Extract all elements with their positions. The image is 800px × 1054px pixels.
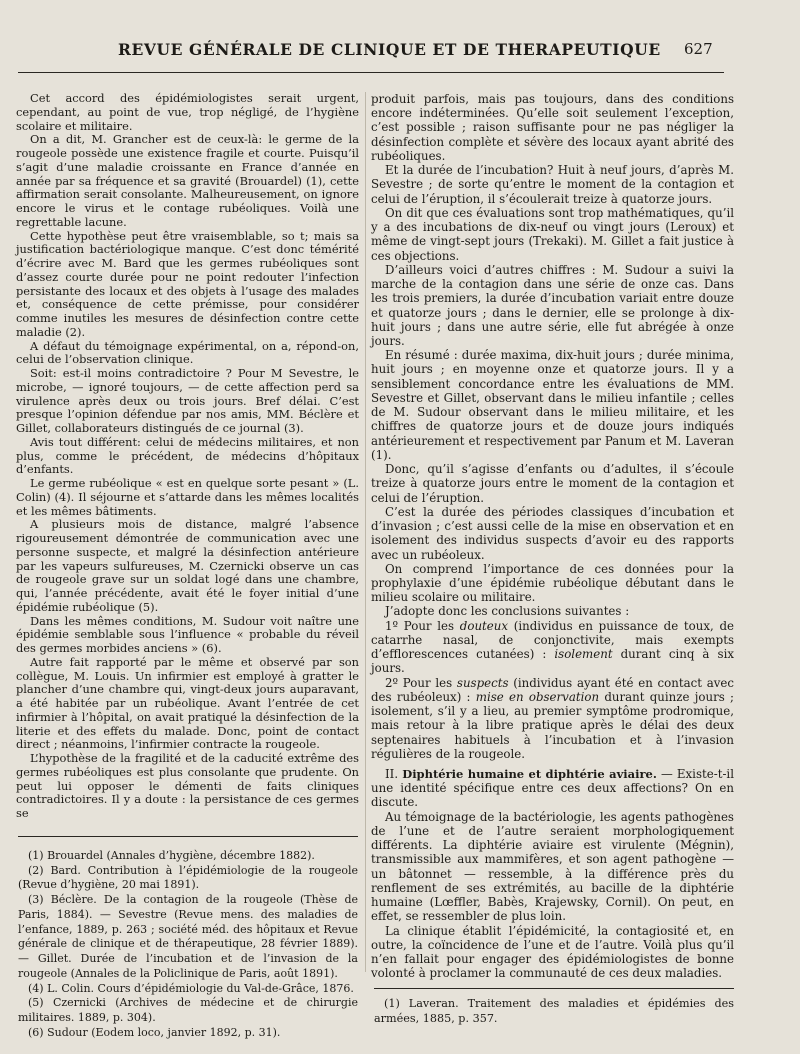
- text-run: (individus en puissance de toux, de catarrhe nasal, de conjonctivite, mais exempts d’efflorescences cutanées) :: [371, 618, 734, 662]
- text-run: durant quinze jours ; isolement, s’il y a lieu, au premier symptôme prodromique, mais retour à la libre pratique après le délai des deux septenaires habituels à l’incubation et à l’invasion régulières de la rougeole.: [371, 689, 734, 761]
- footnote-rule-right: [374, 988, 734, 989]
- paragraph: Au témoignage de la bactériologie, les agents pathogènes de l’une et de l’autre seraient morphologiquement différents. La diphtérie aviaire est virulente (Mégnin), transmissible aux mammifères, et son agent pathogène — un bâtonnet — ressemble, à la différence près du renflement de ses extrémités, au bacille de la diphtérie humaine (Lœffler, Babès, Krajewsky, Cornil). On peut, en effet, se ressembler de plus loin.: [371, 809, 734, 924]
- header-rule: [18, 72, 724, 73]
- footnote: (6) Sudour (Eodem loco, janvier 1892, p. 31).: [28, 1025, 281, 1039]
- text-run: durant cinq à six jours.: [371, 647, 734, 676]
- page-number: 627: [684, 40, 713, 58]
- emphasis: suspects: [456, 675, 509, 690]
- paragraph: Et la durée de l’incubation? Huit à neuf jours, d’après M. Sevestre ; de sorte qu’entre le moment de la contagion et celui de l’éruption, il s’écoulerait treize à quatorze jours.: [371, 163, 734, 206]
- paragraph: En résumé : durée maxima, dix-huit jours ; durée minima, huit jours ; en moyenne onze et quatorze jours. Il y a sensiblement concordance entre les évaluations de MM. Sevestre et Gillet, observant dans le milieu infantile ; celles de M. Sudour observant dans le milieu militaire, et les chiffres de quatorze jours et de douze jours indiqués antérieurement et respectivement par Panum et M. Laveran (1).: [371, 348, 734, 462]
- text-run: — Existe-t-il une identité spécifique entre ces deux affections? On en discute.: [371, 767, 734, 810]
- section-number: II.: [385, 767, 403, 782]
- footnote: (1) Laveran. Traitement des maladies et épidémies des armées, 1885, p. 357.: [374, 997, 734, 1025]
- paragraph: Le germe rubéolique « est en quelque sorte pesant » (L. Colin) (4). Il séjourne et s’attarde dans les mêmes localités et les mêmes bâtiments.: [16, 476, 359, 518]
- paragraph: L’hypothèse de la fragilité et de la caducité extrême des germes rubéoliques est plus consolante que prudente. On peut lui opposer le démenti de faits cliniques contradictoires. Il y a doute : la persistance de ces germes se: [16, 751, 359, 820]
- emphasis: mise en observation: [475, 689, 600, 704]
- paragraph: Soit: est-il moins contradictoire ? Pour M Sevestre, le microbe, — ignoré toujours, — de cette affection perd sa virulence après deux ou trois jours. Bref délai. C’est presque l’opinion défendue par nos amis, MM. Béclère et Gillet, collaborateurs distingués de ce journal (3).: [16, 366, 359, 435]
- footnotes-left: [18, 849, 358, 1041]
- emphasis: douteux: [459, 618, 509, 633]
- section-heading-paragraph: [371, 767, 734, 810]
- footnote: (2) Bard. Contribution à l’épidémiologie de la rougeole (Revue d’hygiène, 20 mai 1891).: [18, 863, 358, 892]
- page-header: [0, 40, 800, 62]
- paragraph: On comprend l’importance de ces données pour la prophylaxie d’une épidémie rubéolique débutant dans le milieu scolaire ou militaire.: [371, 561, 734, 605]
- paragraph: A plusieurs mois de distance, malgré l’absence rigoureusement démontrée de communication avec une personne suspecte, et malgré la désinfection antérieure par les vapeurs sulfureuses, M. Czernicki observe un cas de rougeole grave sur un soldat logé dans une chambre, qui, l’année précédente, avait été le foyer initial d’une épidémie rubéolique (5).: [16, 517, 359, 614]
- paragraph: C’est la durée des périodes classiques d’incubation et d’invasion ; c’est aussi celle de la mise en observation et en isolement des individus suspects d’avoir eu des rapports avec un rubéoleux.: [371, 504, 734, 562]
- footnote: (1) Brouardel (Annales d’hygiène, décembre 1882).: [28, 849, 315, 862]
- text-run: 1º Pour les: [385, 618, 460, 633]
- footnote: (4) L. Colin. Cours d’épidémiologie du Val-de-Grâce, 1876.: [28, 981, 354, 995]
- section-title: Diphtérie humaine et diphtérie aviaire.: [402, 767, 657, 782]
- text-run: (individus ayant été en contact avec des rubéoleux) :: [371, 675, 734, 704]
- emphasis: isolement: [554, 647, 613, 662]
- paragraph: produit parfois, mais pas toujours, dans des conditions encore indéterminées. Qu’elle soit seulement l’exception, c’est possible ; raison suffisante pour ne pas négliger la désinfection complète et sévère des locaux ayant abrité des rubéoliques.: [371, 92, 734, 163]
- text-run: 2º Pour les: [385, 675, 457, 690]
- right-column: [371, 92, 734, 981]
- paragraph: Cette hypothèse peut être vraisemblable, so t; mais sa justification bactériologique manque. C’est donc témérité d’écrire avec M. Bard que les germes rubéoliques sont d’assez courte durée pour ne point redouter l’infection persistante des locaux et des objets à l’usage des malades et, conséquence de cette prémisse, pour considérer comme inutiles les mesures de désinfection contre cette maladie (2).: [16, 228, 359, 339]
- paragraph: Avis tout différent: celui de médecins militaires, et non plus, comme le précédent, de médecins d’hôpitaux d’enfants.: [16, 434, 359, 477]
- footnote-rule-left: [18, 836, 358, 837]
- conclusion-suspects: [371, 676, 734, 761]
- footnote: (5) Czernicki (Archives de médecine et de chirurgie militaires. 1889, p. 304).: [18, 996, 358, 1025]
- column-divider: [365, 92, 366, 972]
- running-title: REVUE GÉNÉRALE DE CLINIQUE ET DE THERAPEUTIQUE: [118, 40, 661, 59]
- paragraph: Donc, qu’il s’agisse d’enfants ou d’adultes, il s’écoule treize à quatorze jours entre le moment de la contagion et celui de l’éruption.: [371, 462, 734, 505]
- paragraph: La clinique établit l’épidémicité, la contagiosité et, en outre, la coïncidence de l’une et de l’autre. Voilà plus qu’il n’en fallait pour engager des épidémiologistes de bonne volonté à proclamer la communauté de ces deux maladies.: [371, 923, 734, 981]
- conclusion-douteux: [371, 619, 734, 676]
- paragraph: Autre fait rapporté par le même et observé par son collègue, M. Louis. Un infirmier est employé à gratter le plancher d’une chambre qui, vingt-deux jours auparavant, a été habitée par un rubéolique. Avant l’entrée de cet infirmier à l’hôpital, on avait pratiqué la désinfection de la literie et des effets du malade. Donc, point de contact direct ; néanmoins, l’infirmier contracte la rougeole.: [16, 654, 359, 752]
- paragraph: J’adopte donc les conclusions suivantes :: [385, 604, 630, 619]
- paragraph: D’ailleurs voici d’autres chiffres : M. Sudour a suivi la marche de la contagion dans une série de onze cas. Dans les trois premiers, la durée d’incubation variait entre douze et quatorze jours ; dans le dernier, elle se prolonge à dix-huit jours ; dans une autre série, elle fut abrégée à onze jours.: [371, 262, 734, 348]
- paragraph: Cet accord des épidémiologistes serait urgent, cependant, au point de vue, trop négligé, de l’hygiène scolaire et militaire.: [16, 91, 359, 133]
- footnotes-right: [374, 996, 734, 1026]
- paragraph: A défaut du témoignage expérimental, on a, répond-on, celui de l’observation clinique.: [16, 338, 359, 367]
- footnote: (3) Béclère. De la contagion de la rougeole (Thèse de Paris, 1884). — Sevestre (Revue mens. des maladies de l’enfance, 1889, p. 263 ; société méd. des hôpitaux et Revue générale de clinique et de thérapeutique, 28 février 1889). — Gillet. Durée de l’incubation et de l’invasion de la rougeole (Annales de la Policlinique de Paris, août 1891).: [18, 893, 358, 980]
- paragraph: Dans les mêmes conditions, M. Sudour voit naître une épidémie semblable sous l’influence « probable du réveil des germes morbides anciens » (6).: [16, 613, 359, 655]
- left-column: [16, 92, 359, 821]
- paragraph: On dit que ces évaluations sont trop mathématiques, qu’il y a des incubations de dix-neuf ou vingt jours (Leroux) et même de vingt-sept jours (Trekaki). M. Gillet a fait justice à ces objections.: [371, 205, 734, 263]
- paragraph: On a dit, M. Grancher est de ceux-là: le germe de la rougeole possède une existence fragile et courte. Puisqu’il s’agit d’une maladie croissante en France d’année en année par sa fréquence et sa gravité (Brouardel) (1), cette affirmation serait consolante. Malheureusement, on ignore encore le virus et le contage rubéoliques. Voilà une regrettable lacune.: [16, 132, 359, 229]
